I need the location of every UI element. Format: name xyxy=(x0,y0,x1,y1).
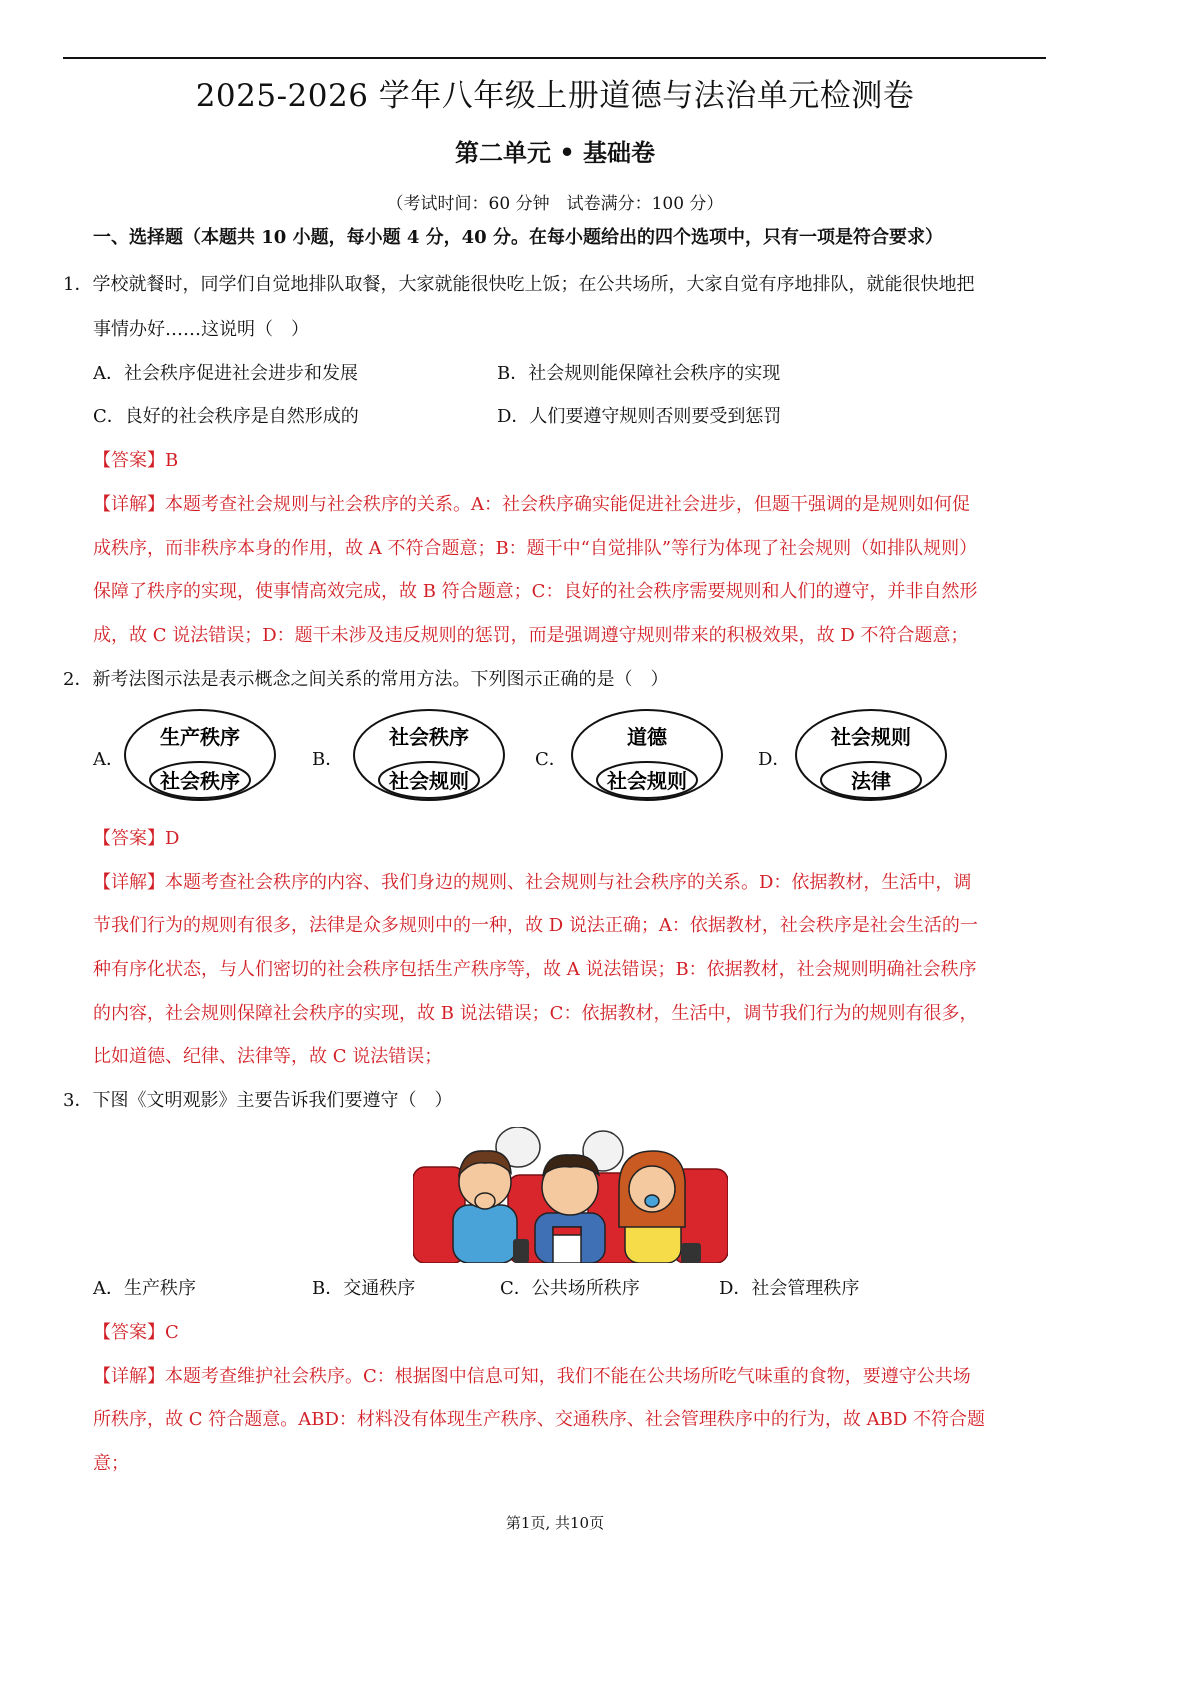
q3-option-d: D．社会管理秩序 xyxy=(719,1278,860,1299)
q1-option-c: C．良好的社会秩序是自然形成的 xyxy=(93,406,359,427)
outer-label: 社会秩序 xyxy=(389,725,469,749)
q3-answer: 【答案】C xyxy=(93,1322,179,1343)
q1-detail-line: 成秩序，而非秩序本身的作用，故 A 不符合题意；B：题干中“自觉排队”等行为体现了社会规则（如排队规则） xyxy=(93,538,978,559)
q2-diagram-a-label: A． xyxy=(93,749,124,770)
q3-detail-line: 所秩序，故 C 符合题意。ABD：材料没有体现生产秩序、交通秩序、社会管理秩序中的行为，故 ABD 不符合题 xyxy=(93,1409,985,1430)
inner-label: 社会秩序 xyxy=(160,769,240,793)
person-left xyxy=(453,1151,517,1263)
q2-stem: 2．新考法图示法是表示概念之间关系的常用方法。下列图示正确的是（ ） xyxy=(63,669,669,690)
q1-detail-line: 成，故 C 说法错误；D：题干未涉及违反规则的惩罚，而是强调遵守规则带来的积极效果，故 D 不符合题意； xyxy=(93,625,969,646)
section-heading: 一、选择题（本题共 10 小题，每小题 4 分，40 分。在每小题给出的四个选项中，只有一项是符合要求） xyxy=(93,227,943,248)
q3-option-b: B．交通秩序 xyxy=(312,1278,416,1299)
q1-detail-line: 保障了秩序的实现，使事情高效完成，故 B 符合题意；C：良好的社会秩序需要规则和人们的遵守，并非自然形 xyxy=(93,581,978,602)
q2-diagram-d-label: D． xyxy=(758,749,791,770)
q1-option-a: A．社会秩序促进社会进步和发展 xyxy=(93,363,358,384)
page-footer: 第1页, 共10页 xyxy=(505,1514,605,1532)
inner-label: 社会规则 xyxy=(389,769,469,793)
q1-stem-line2: 事情办好……这说明（ ） xyxy=(93,319,309,340)
top-rule xyxy=(63,57,1046,59)
q3-option-c: C．公共场所秩序 xyxy=(500,1278,640,1299)
exam-meta: （考试时间：60 分钟 试卷满分：100 分） xyxy=(386,194,724,214)
q1-answer: 【答案】B xyxy=(93,450,179,471)
q2-detail-line: 节我们行为的规则有很多，法律是众多规则中的一种，故 D 说法正确；A：依据教材，社会秩序是社会生活的一 xyxy=(93,915,978,936)
q2-diagram-a xyxy=(123,708,278,802)
q2-detail-line: 种有序化状态，与人们密切的社会秩序包括生产秩序等，故 A 说法错误；B：依据教材，社会规则明确社会秩序 xyxy=(93,959,977,980)
inner-label: 社会规则 xyxy=(607,769,687,793)
q2-diagram-c-label: C． xyxy=(535,749,567,770)
outer-label: 社会规则 xyxy=(831,725,911,749)
q2-detail-line: 【详解】本题考查社会秩序的内容、我们身边的规则、社会规则与社会秩序的关系。D：依据教材，生活中，调 xyxy=(93,872,972,893)
q3-detail-line: 意； xyxy=(93,1453,129,1474)
q1-option-b: B．社会规则能保障社会秩序的实现 xyxy=(497,363,781,384)
q2-detail-line: 比如道德、纪律、法律等，故 C 说法错误； xyxy=(93,1046,443,1067)
exam-title: 2025-2026 学年八年级上册道德与法治单元检测卷 xyxy=(195,78,915,114)
q2-answer: 【答案】D xyxy=(93,828,180,849)
q3-option-a: A．生产秩序 xyxy=(93,1278,196,1299)
exam-subtitle: 第二单元 • 基础卷 xyxy=(454,138,656,167)
person-right xyxy=(619,1151,685,1263)
outer-label: 道德 xyxy=(627,725,667,749)
q2-detail-line: 的内容，社会规则保障社会秩序的实现，故 B 说法错误；C：依据教材，生活中，调节我们行为的规则有很多， xyxy=(93,1003,978,1024)
inner-label: 法律 xyxy=(851,769,891,793)
q3-stem: 3．下图《文明观影》主要告诉我们要遵守（ ） xyxy=(63,1090,453,1111)
q2-diagram-c xyxy=(570,708,725,802)
cinema-cartoon-image xyxy=(413,1127,728,1263)
q1-option-d: D．人们要遵守规则否则要受到惩罚 xyxy=(497,406,782,427)
q1-stem-line1: 1．学校就餐时，同学们自觉地排队取餐，大家就能很快吃上饭；在公共场所，大家自觉有序地排队，就能很快地把 xyxy=(63,274,975,295)
q1-detail-line: 【详解】本题考查社会规则与社会秩序的关系。A：社会秩序确实能促进社会进步，但题干强调的是规则如何促 xyxy=(93,494,970,515)
q3-detail-line: 【详解】本题考查维护社会秩序。C：根据图中信息可知，我们不能在公共场所吃气味重的食物，要遵守公共场 xyxy=(93,1366,971,1387)
outer-label: 生产秩序 xyxy=(160,725,240,749)
q2-diagram-d xyxy=(794,708,949,802)
q2-diagram-b xyxy=(352,708,507,802)
q2-diagram-b-label: B． xyxy=(312,749,344,770)
